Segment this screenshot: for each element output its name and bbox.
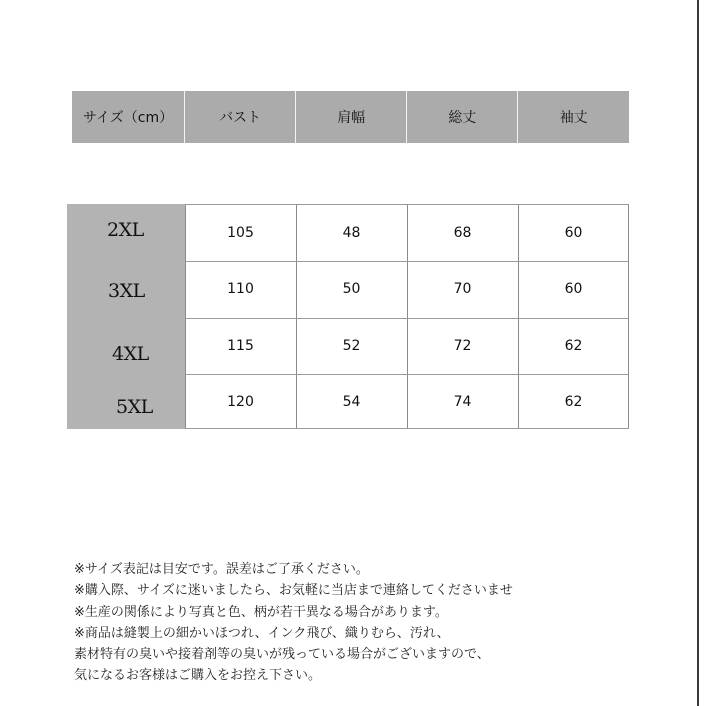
cell-sleeve-length: 60 xyxy=(564,225,583,241)
cell-shoulder-width: 48 xyxy=(342,225,361,241)
size-label-2xl: 2XL xyxy=(107,219,144,241)
cell-bust: 115 xyxy=(227,338,254,354)
cell-shoulder-width: 52 xyxy=(342,338,361,354)
size-label-4xl: 4XL xyxy=(112,343,149,365)
header-bust: バスト xyxy=(185,91,296,143)
cell-sleeve-length: 60 xyxy=(564,281,583,297)
page-right-border xyxy=(697,0,699,706)
note-line: 素材特有の臭いや接着剤等の臭いが残っている場合がございますので、 xyxy=(74,647,490,663)
cell-total-length: 70 xyxy=(453,281,472,297)
grid-line xyxy=(185,318,629,319)
size-table-body xyxy=(185,204,629,429)
cell-shoulder-width: 54 xyxy=(342,394,361,410)
note-line: ※生産の関係により写真と色、柄が若干異なる場合があります。 xyxy=(74,604,448,620)
note-line: 気になるお客様はご購入をお控え下さい。 xyxy=(74,668,322,684)
header-size: サイズ（cm） xyxy=(82,110,174,126)
notes xyxy=(74,559,694,687)
header-sleeve-length: 袖丈 xyxy=(518,91,629,143)
grid-line xyxy=(185,204,629,205)
header-total-length: 総丈 xyxy=(407,91,518,143)
size-label-3xl: 3XL xyxy=(108,280,145,302)
note-line: ※サイズ表記は目安です。誤差はご了承ください。 xyxy=(74,562,369,577)
cell-total-length: 72 xyxy=(453,338,472,354)
size-table-header xyxy=(72,91,629,143)
cell-bust: 105 xyxy=(227,225,254,241)
header-shoulder-width: 肩幅 xyxy=(296,91,407,143)
cell-bust: 110 xyxy=(227,281,254,297)
cell-sleeve-length: 62 xyxy=(564,394,583,410)
cell-total-length: 74 xyxy=(453,394,472,410)
grid-line xyxy=(185,261,629,262)
cell-shoulder-width: 50 xyxy=(342,281,361,297)
grid-line xyxy=(185,374,629,375)
cell-sleeve-length: 62 xyxy=(564,338,583,354)
note-line: ※商品は縫製上の細かいほつれ、インク飛び、織りむら、汚れ、 xyxy=(74,625,450,641)
grid-line xyxy=(185,428,629,429)
note-line: ※購入際、サイズに迷いましたら、お気軽に当店まで連絡してくださいませ xyxy=(74,583,513,599)
size-label-5xl: 5XL xyxy=(116,396,153,418)
cell-total-length: 68 xyxy=(453,225,472,241)
header-row xyxy=(72,91,629,143)
cell-bust: 120 xyxy=(227,394,254,410)
